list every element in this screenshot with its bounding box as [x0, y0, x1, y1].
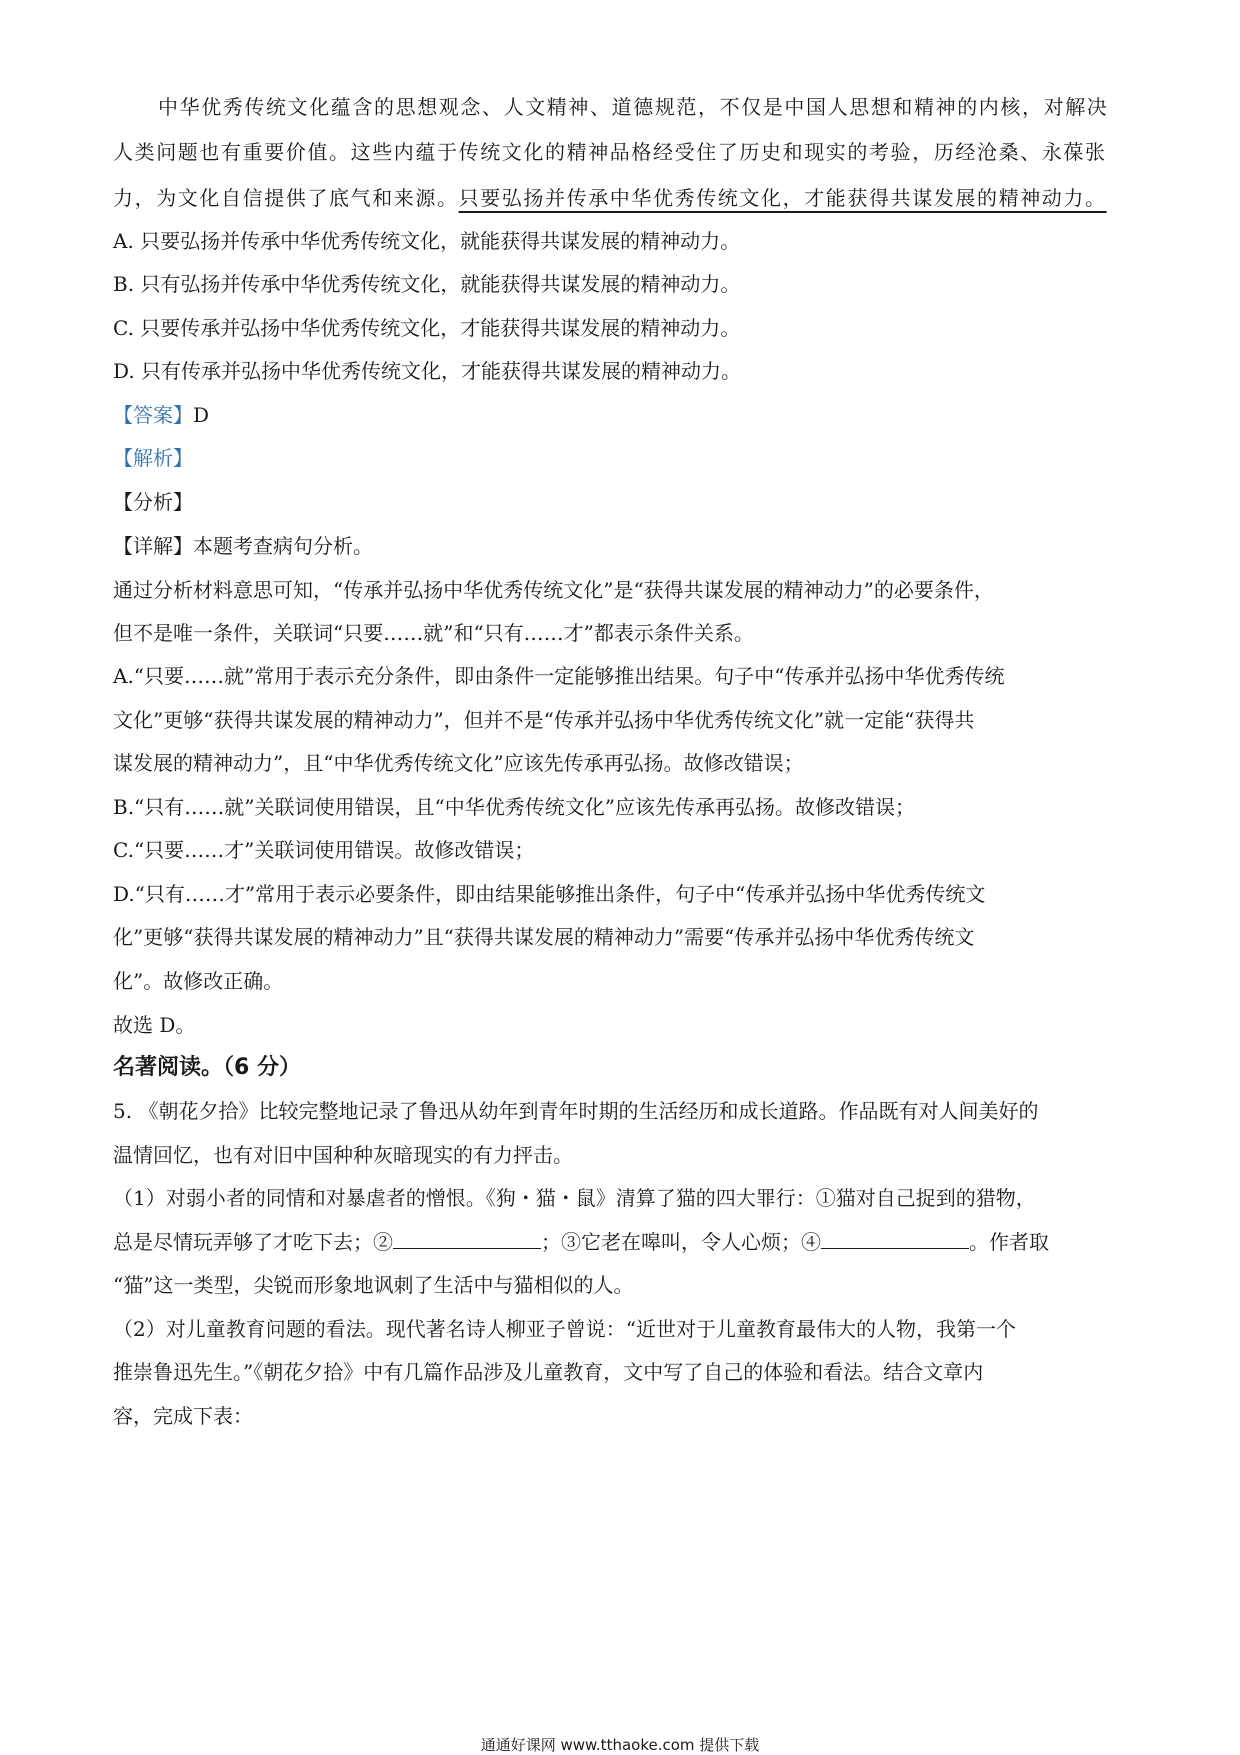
fenxi-tag: 【分析】	[113, 490, 193, 514]
q5-sub2-line-1: （2）对儿童教育问题的看法。现代著名诗人柳亚子曾说：“近世对于儿童教育最伟大的人物，我第一个	[113, 1317, 1016, 1341]
q5-sub2-line-3: 容，完成下表：	[113, 1404, 253, 1428]
analysis-a-line-2: 文化”更够“获得共谋发展的精神动力”，但并不是“传承并弘扬中华优秀传统文化”就一定能“获得共	[113, 708, 975, 732]
q5-sub1-text-a: 总是尽情玩弄够了才吃下去；②	[113, 1230, 393, 1254]
q5-sub2-line-2: 推崇鲁迅先生。”《朝花夕拾》中有几篇作品涉及儿童教育，文中写了自己的体验和看法。结合文章内	[113, 1360, 984, 1384]
passage-line-3-plain: 力，为文化自信提供了底气和来源。	[113, 186, 459, 210]
xiangjie-text: 本题考查病句分析。	[193, 534, 373, 558]
underlined-sentence: 只要弘扬并传承中华优秀传统文化，才能获得共谋发展的精神动力。	[458, 186, 1107, 210]
option-c: C. 只要传承并弘扬中华优秀传统文化，才能获得共谋发展的精神动力。	[113, 316, 741, 340]
option-a: A. 只要弘扬并传承中华优秀传统文化，就能获得共谋发展的精神动力。	[113, 229, 741, 253]
xiangjie-tag: 【详解】	[113, 534, 193, 558]
answer-value: D	[193, 403, 210, 427]
passage-line-2: 人类问题也有重要价值。这些内蕴于传统文化的精神品格经受住了历史和现实的考验，历经沧桑、永葆张	[113, 140, 1107, 164]
analysis-a-line-3: 谋发展的精神动力”，且“中华优秀传统文化”应该先传承再弘扬。故修改错误；	[113, 751, 804, 775]
fill-blank-4[interactable]	[821, 1228, 969, 1249]
analysis-d-line-1: D.“只有……才”常用于表示必要条件，即由结果能够推出条件，句子中“传承并弘扬中华优秀传统文	[113, 882, 986, 906]
analysis-c-line-1: C.“只要……才”关联词使用错误。故修改错误；	[113, 838, 535, 862]
q5-sub1-line-2	[113, 1227, 1133, 1257]
analysis-d-line-2: 化”更够“获得共谋发展的精神动力”且“获得共谋发展的精神动力”需要“传承并弘扬中华优秀传统文	[113, 925, 975, 949]
jiexi-tag: 【解析】	[113, 446, 193, 470]
option-b: B. 只有弘扬并传承中华优秀传统文化，就能获得共谋发展的精神动力。	[113, 272, 741, 296]
passage-line-1: 中华优秀传统文化蕴含的思想观念、人文精神、道德规范，不仅是中国人思想和精神的内核，对解决	[158, 95, 1109, 119]
q5-line-1: 5. 《朝花夕拾》比较完整地记录了鲁迅从幼年到青年时期的生活经历和成长道路。作品既有对人间美好的	[113, 1099, 1039, 1123]
analysis-conclusion: 故选 D。	[113, 1013, 196, 1037]
answer-line	[113, 400, 1133, 430]
analysis-p1-line-2: 但不是唯一条件，关联词“只要……就”和“只有……才”都表示条件关系。	[113, 621, 754, 645]
fill-blank-2[interactable]	[393, 1228, 541, 1249]
q5-line-2: 温情回忆，也有对旧中国种种灰暗现实的有力抨击。	[113, 1143, 573, 1167]
footer-source: 通通好课网 www.tthaoke.com 提供下载	[480, 1736, 760, 1754]
q5-sub1-line-3: “猫”这一类型，尖锐而形象地讽刺了生活中与猫相似的人。	[113, 1273, 634, 1297]
answer-tag: 【答案】	[113, 403, 193, 427]
passage-line-3	[113, 183, 1133, 213]
xiangjie-line	[113, 531, 1133, 561]
section-title: 名著阅读。（6 分）	[113, 1055, 301, 1080]
q5-sub1-text-c: 。作者取	[969, 1230, 1049, 1254]
analysis-b-line-1: B.“只有……就”关联词使用错误，且“中华优秀传统文化”应该先传承再弘扬。故修改错误；	[113, 795, 915, 819]
analysis-d-line-3: 化”。故修改正确。	[113, 969, 284, 993]
analysis-p1-line-1: 通过分析材料意思可知，“传承并弘扬中华优秀传统文化”是“获得共谋发展的精神动力”的必要条件，	[113, 578, 994, 602]
q5-sub1-line-1: （1）对弱小者的同情和对暴虐者的憎恨。《狗・猫・鼠》清算了猫的四大罪行：①猫对自己捉到的猎物，	[113, 1186, 1036, 1210]
analysis-a-line-1: A.“只要……就”常用于表示充分条件，即由条件一定能够推出结果。句子中“传承并弘扬中华优秀传统	[113, 664, 1005, 688]
option-d: D. 只有传承并弘扬中华优秀传统文化，才能获得共谋发展的精神动力。	[113, 359, 742, 383]
q5-sub1-text-b: ；③它老在嗥叫，令人心烦；④	[541, 1230, 821, 1254]
